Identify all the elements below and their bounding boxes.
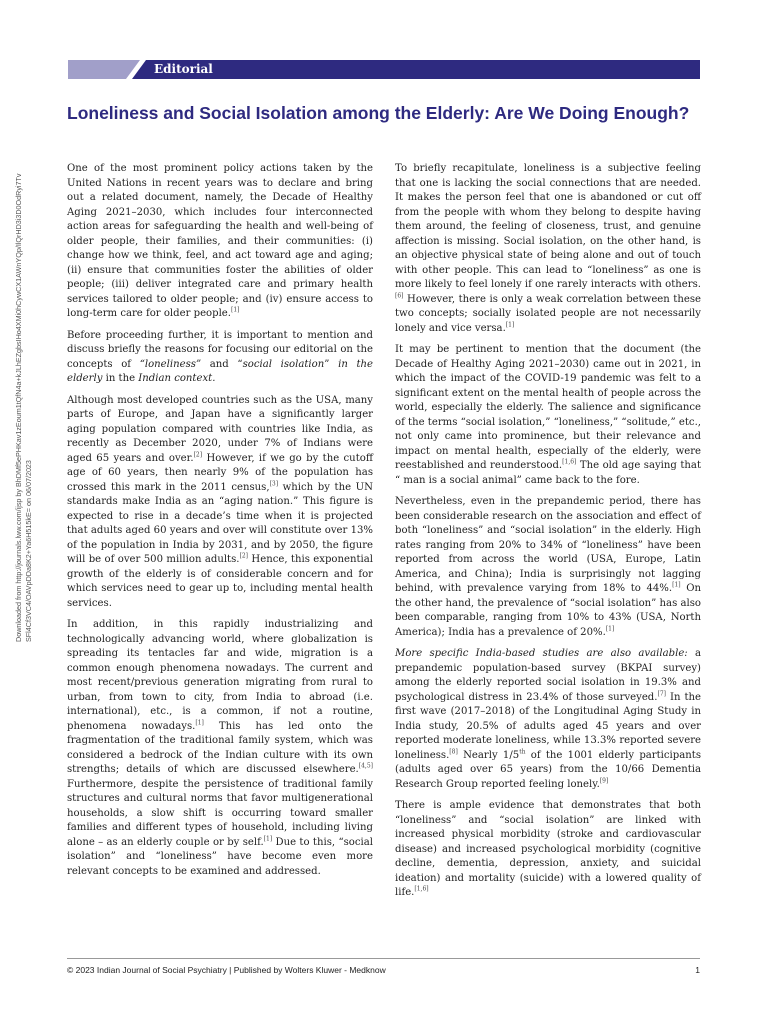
left-column	[67, 162, 373, 886]
paragraph: Nevertheless, even in the prepandemic period, there has been considerable research on the association and effect of both “loneliness” and “social isolation” in the elderly. High rates ranging from 20% to 34% of “loneliness” have been reported from across the world (USA, Europe, Latin America, and China); India is surprisingly not lagging behind, with prevalence varying from 18% to 44%.[1] On the other hand, the prevalence of “social isolation” has also been comparable, ranging from 10% to 43% (USA, North America); India has a prevalence of 20%.[1]	[395, 496, 701, 638]
citation[interactable]: [8]	[449, 748, 458, 756]
ordinal-suffix: th	[519, 748, 526, 756]
citation[interactable]: [6]	[395, 292, 404, 300]
editorial-banner	[68, 60, 700, 79]
citation[interactable]: [3]	[269, 480, 279, 488]
citation[interactable]: [7]	[657, 690, 666, 698]
citation[interactable]: [1]	[263, 835, 273, 843]
article-title: Loneliness and Social Isolation among the Elderly: Are We Doing Enough?	[67, 103, 690, 123]
citation[interactable]: [1]	[231, 306, 240, 314]
paragraph: More specific India-based studies are also available: a prepandemic population-based survey (BKPAI survey) among the elderly reported social isolation in 19.3% and psychological distress in 23.4% of those surveyed.[7] In the first wave (2017–2018) of the Longitudinal Aging Study in India study, 20.5% of adults aged 45 years and over reported moderate loneliness, while 13.3% reported severe loneliness.[8] Nearly 1/5th of the 1001 elderly participants (adults aged over 65 years) from the 10/66 Dementia Research Group reported feeling lonely.[9]	[395, 648, 702, 790]
page-number: 1	[695, 965, 700, 975]
banner-accent	[68, 60, 140, 79]
page-footer	[67, 964, 700, 976]
right-column	[395, 162, 701, 908]
citation[interactable]: [4,5]	[358, 762, 373, 770]
section-label: Editorial	[154, 62, 213, 76]
paragraph: In addition, in this rapidly industrializing and technologically advancing world, where globalization is spreading its tentacles far and wide, migration is a common enough phenomena nowadays. The current and most recent/previous generation migrating from rural to urban, from town to city, from India to abroad (i.e. international), etc., is a common, if not a routine, phenomena nowadays.[1] This has led onto the fragmentation of the traditional family system, which was considered a bedrock of the Indian culture with its own strengths; details of which are discussed elsewhere.[4,5] Furthermore, despite the persistence of traditional family structures and cultural norms that favor multigenerational households, a slow shift is occurring toward smaller families and different types of household, including living alone – as an elderly couple or by self.[1] Due to this, “social isolation” and “loneliness” have become even more relevant concepts to be examined and addressed.	[67, 619, 373, 877]
citation[interactable]: [1]	[505, 321, 515, 329]
footer-divider	[67, 958, 700, 959]
paragraph: To briefly recapitulate, loneliness is a subjective feeling that one is lacking the social connections that are needed. It makes the person feel that one is abandoned or cut off from the people with whom they belong to despite having them around, the feeling of closeness, trust, and genuine affection is missing. Social isolation, on the other hand, is an objective physical state of being alone and out of touch with other people. This can lead to “loneliness” as one is more likely to feel lonely if one rarely interacts with others.[6] However, there is only a weak correlation between these two concepts; socially isolated people are not necessarily lonely and vice versa.[1]	[395, 163, 701, 334]
download-notice: Downloaded from http://journals.lww.com/ijsp by BhDMf5ePHKav1zEoum1tQfN4a+kJLhEZgbsIHo4XMi0hCywCX1AWnYQp/IlQrHD3i3D0OdRyi7TvSFl4Cf3VC4/OAVpDDa8K2+Ya6H515kE= on 06/07/2023	[14, 173, 33, 642]
paragraph: One of the most prominent policy actions taken by the United Nations in recent years was to declare and bring out a related document, namely, the Decade of Healthy Aging 2021–2030, which includes four interconnected action areas for safeguarding the health and well-being of older people, their families, and their communities: (i) change how we think, feel, and act toward age and aging; (ii) ensure that communities foster the abilities of older people; (iii) deliver integrated care and primary health services tailored to older people; and (iv) ensure access to long-term care for older people.[1]	[67, 163, 373, 319]
paragraph: Before proceeding further, it is important to mention and discuss briefly the reasons for focusing our editorial on the concepts of “loneliness” and “social isolation” in the elderly in the Indian context.	[67, 329, 374, 384]
citation[interactable]: [1,6]	[562, 458, 577, 466]
citation[interactable]: [1]	[605, 625, 615, 633]
paragraph: Although most developed countries such as the USA, many parts of Europe, and Japan have a significantly larger aging population compared with countries like India, as recently as December 2020, under 7% of Indians were aged 65 years and over.[2] However, if we go by the cutoff age of 60 years, then nearly 9% of the population has crossed this mark in the 2011 census,[3] which by the UN standards make India as an “aging nation.” This figure is expected to rise in a decade’s time when it is projected that adults aged 60 years and over will constitute over 13% of the population in India by 2031, and by 2050, the figure will be of over 500 million adults.[2] Hence, this exponential growth of the elderly is of considerable concern and for which services need to gear up to, including mental health services.	[67, 394, 373, 609]
citation[interactable]: [1,6]	[414, 885, 429, 893]
citation[interactable]: [9]	[599, 777, 609, 785]
citation[interactable]: [2]	[239, 552, 249, 560]
citation[interactable]: [1]	[672, 581, 681, 589]
paragraph: It may be pertinent to mention that the document (the Decade of Healthy Aging 2021–2030) came out in 2021, in which the impact of the COVID-19 pandemic was felt to a significant extent on the mental health of people across the world, especially the elderly. The salience and significance of the terms “social isolation,” “loneliness,” “solitude,” etc., not only came into prominence, but their relevance and impact on mental health, especially of the elderly, were reestablished and reunderstood.[1,6] The old age saying that “ man is a social animal” came back to the fore.	[395, 344, 701, 486]
citation[interactable]: [2]	[193, 451, 203, 459]
citation[interactable]: [1]	[195, 719, 204, 727]
banner-bar	[132, 60, 700, 79]
copyright-text: © 2023 Indian Journal of Social Psychiatry | Published by Wolters Kluwer - Medknow	[67, 965, 386, 975]
paragraph: There is ample evidence that demonstrates that both “loneliness” and “social isolation” are linked with increased physical morbidity (stroke and cardiovascular disease) and increased psychological morbidity (cognitive decline, dementia, depression, anxiety, and suicidal ideation) and mortality (suicide) with a lowered quality of life.[1,6]	[395, 800, 701, 898]
